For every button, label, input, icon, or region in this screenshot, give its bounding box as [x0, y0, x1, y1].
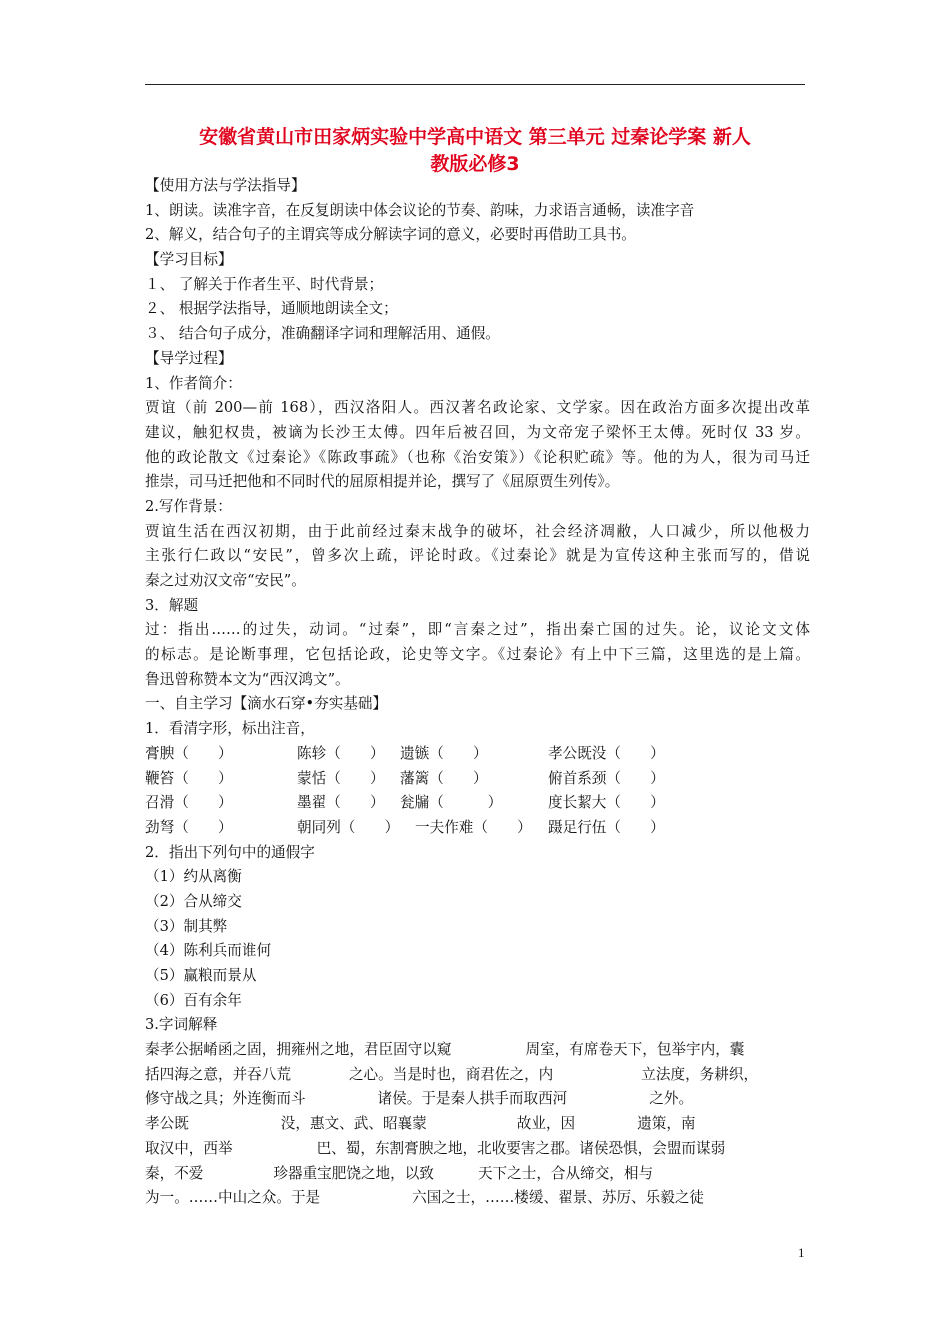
pinyin-item: 召滑（ ） [145, 794, 233, 812]
document-body [145, 174, 810, 1211]
pinyin-item: 一夫作难（ ） [415, 818, 532, 836]
passage-line [145, 1112, 810, 1137]
pinyin-item: 遗镞（ ） [400, 744, 488, 762]
guide-item: 1、朗读。读准字音，在反复朗读中体会议论的节奏、韵味，力求语言通畅，读准字音 [145, 201, 695, 219]
passage-text: 孝公既 [145, 1115, 189, 1133]
tongjia-item: （1）约从离衡 [145, 868, 242, 886]
passage-text: 修守战之具；外连衡而斗 [145, 1090, 306, 1108]
self-study-heading: 一、自主学习【滴水石穿•夯实基础】 [145, 695, 388, 713]
topic-heading: 3．解题 [145, 596, 199, 614]
passage-text: 没，惠文、武、昭襄蒙 [280, 1115, 427, 1133]
passage-text: 六国之士，……楼缓、翟景、苏厉、乐毅之徒 [412, 1189, 705, 1207]
tongjia-heading: 2．指出下列句中的通假字 [145, 843, 315, 861]
passage-text: 立法度，务耕织， [641, 1065, 759, 1083]
background-heading: 2.写作背景： [145, 497, 232, 515]
author-heading: 1、作者简介： [145, 374, 242, 392]
topic-line: 过：指出……的过失，动词。“过秦”，即“言秦之过”，指出秦亡国的过失。论，议论文文体 [145, 621, 810, 639]
author-line: 他的政论散文《过秦论》《陈政事疏》（也称《治安策》）《论积贮疏》等。他的为人，很为司马迁 [145, 448, 810, 466]
pinyin-heading: 1．看清字形，标出注音， [145, 720, 315, 738]
passage-text: 诸侯。于是秦人拱手而取西河 [377, 1090, 568, 1108]
topic-line: 的标志。是论断事理，它包括论政，论史等文字。《过秦论》有上中下三篇，这里选的是上篇。 [145, 646, 810, 664]
tongjia-item: （3）制其弊 [145, 917, 228, 935]
passage-line [145, 1186, 810, 1211]
passage-text: 秦，不爱 [145, 1164, 204, 1182]
tongjia-item: （4）陈利兵而谁何 [145, 942, 272, 960]
goal-item: ３、 结合句子成分，准确翻译字词和理解活用、通假。 [145, 325, 500, 343]
pinyin-item: 瓮牖（ ） [400, 794, 503, 812]
document-title [145, 124, 805, 178]
pinyin-row [145, 791, 810, 816]
topic-line: 鲁迅曾称赞本文为“西汉鸿文”。 [145, 670, 350, 688]
background-line: 秦之过劝汉文帝“安民”。 [145, 572, 306, 589]
title-line-2: 教版必修3 [430, 153, 520, 175]
pinyin-row [145, 742, 810, 767]
pinyin-item: 墨翟（ ） [297, 794, 385, 812]
background-line: 贾谊生活在西汉初期，由于此前经过秦末战争的破坏，社会经济凋敝，人口减少，所以他极力 [145, 522, 810, 540]
background-line: 主张行仁政以“安民”，曾多次上疏，评论时政。《过秦论》就是为宣传这种主张而写的，借说 [145, 547, 810, 565]
guide-item: 2、解义，结合句子的主谓宾等成分解读字词的意义，必要时再借助工具书。 [145, 226, 636, 244]
process-heading: 【导学过程】 [145, 349, 233, 367]
header-rule [145, 84, 805, 85]
passage-text: 周室，有席卷天下，包举宇内，囊 [525, 1041, 745, 1059]
pinyin-row [145, 767, 810, 792]
passage-text: 秦孝公据崤函之固，拥雍州之地，君臣固守以窥 [145, 1041, 452, 1059]
pinyin-item: 陈轸（ ） [297, 744, 385, 762]
passage-text: 天下之士，合从缔交，相与 [477, 1164, 654, 1182]
guide-heading: 【使用方法与学法指导】 [145, 177, 306, 194]
passage-line [145, 1137, 810, 1162]
words-heading: 3.字词解释 [145, 1016, 218, 1034]
passage-text: 故业，因 [516, 1115, 576, 1133]
goals-heading: 【学习目标】 [145, 251, 233, 269]
pinyin-item: 蹑足行伍（ ） [548, 818, 665, 836]
passage-text: 为一。……中山之众。于是 [145, 1189, 321, 1207]
passage-line [145, 1063, 810, 1088]
pinyin-item: 孝公既没（ ） [548, 744, 665, 762]
passage-text: 取汉中，西举 [145, 1139, 233, 1157]
author-line: 贾谊（前 200—前 168），西汉洛阳人。西汉著名政论家、文学家。因在政治方面多次提出改革 [145, 399, 810, 417]
passage-text: 巴、蜀，东割膏腴之地，北收要害之郡。诸侯恐惧，会盟而谋弱 [316, 1139, 726, 1157]
passage-text: 之心。当是时也，商君佐之，内 [348, 1065, 554, 1083]
author-line: 建议，触犯权贵，被谪为长沙王太傅。四年后被召回，为文帝宠子梁怀王太傅。死时仅 33 岁。 [145, 423, 810, 441]
pinyin-item: 劲弩（ ） [145, 818, 233, 836]
passage-line [145, 1087, 810, 1112]
pinyin-item: 蒙恬（ ） [297, 769, 385, 787]
passage-text: 括四海之意，并吞八荒 [145, 1065, 291, 1083]
pinyin-item: 藩篱（ ） [400, 769, 488, 787]
passage-text: 之外。 [649, 1090, 694, 1108]
passage-line [145, 1038, 810, 1063]
passage-text: 遗策，南 [637, 1115, 696, 1133]
page-number: 1 [798, 1245, 805, 1260]
pinyin-item: 膏腴（ ） [145, 744, 233, 762]
title-line-1: 安徽省黄山市田家炳实验中学高中语文 第三单元 过秦论学案 新人 [199, 126, 751, 148]
passage-text: 珍器重宝肥饶之地，以致 [273, 1164, 434, 1182]
goal-item: ２、 根据学法指导，通顺地朗读全文； [145, 300, 398, 318]
pinyin-item: 朝同列（ ） [297, 818, 400, 836]
passage-line [145, 1162, 810, 1187]
pinyin-row [145, 816, 810, 841]
tongjia-item: （2）合从缔交 [145, 892, 242, 910]
pinyin-item: 俯首系颈（ ） [548, 769, 665, 787]
tongjia-item: （6）百有余年 [145, 991, 242, 1009]
goal-item: １、 了解关于作者生平、时代背景； [145, 275, 384, 293]
tongjia-item: （5）赢粮而景从 [145, 967, 257, 984]
pinyin-item: 鞭笞（ ） [145, 769, 233, 787]
author-line: 推崇，司马迁把他和不同时代的屈原相提并论，撰写了《屈原贾生列传》。 [145, 473, 620, 491]
pinyin-item: 度长絜大（ ） [548, 794, 665, 812]
